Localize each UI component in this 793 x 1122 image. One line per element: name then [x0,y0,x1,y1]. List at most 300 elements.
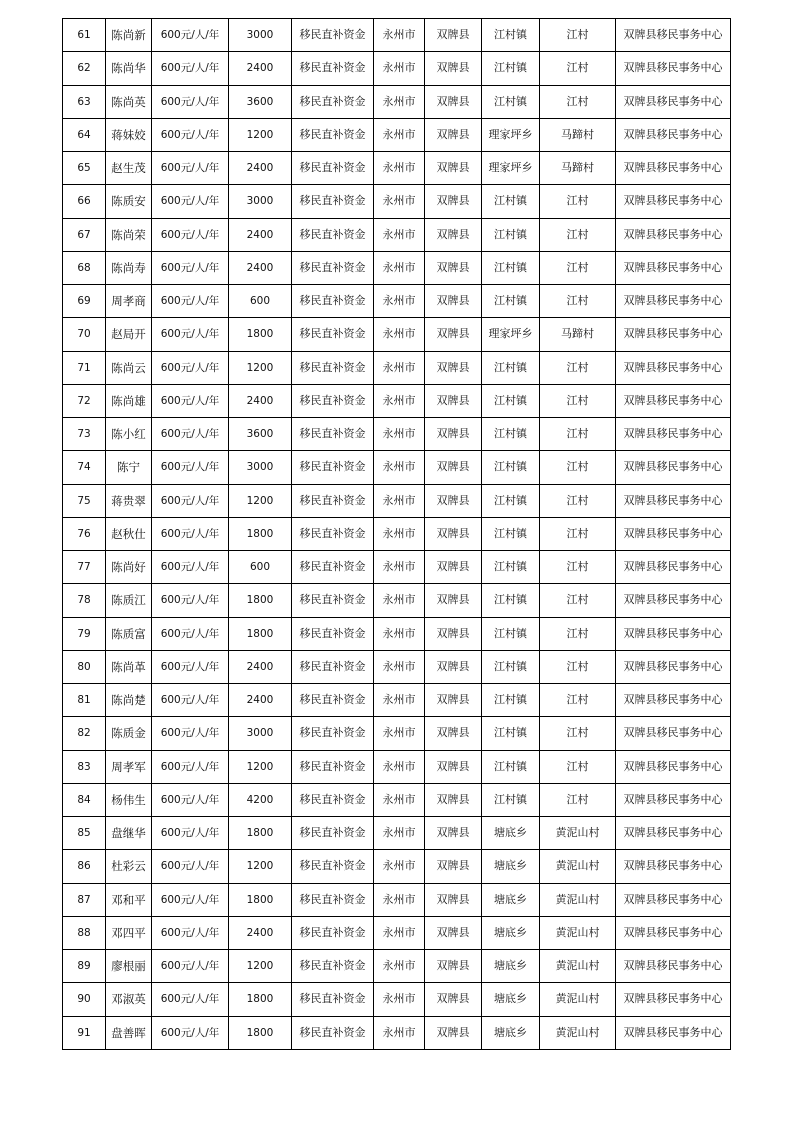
cell-fund-type: 移民直补资金 [292,950,374,983]
cell-amount: 1800 [229,584,292,617]
cell-row-number: 74 [63,451,106,484]
cell-agency: 双牌县移民事务中心 [616,783,731,816]
cell-amount: 4200 [229,783,292,816]
cell-county: 双牌县 [425,517,482,550]
cell-amount: 3000 [229,717,292,750]
cell-county: 双牌县 [425,684,482,717]
cell-amount: 1200 [229,850,292,883]
cell-name: 赵局开 [106,318,152,351]
cell-fund-type: 移民直补资金 [292,551,374,584]
cell-township: 江村镇 [482,684,540,717]
cell-name: 陈尚雄 [106,384,152,417]
cell-city: 永州市 [374,783,425,816]
subsidy-table [62,18,731,1050]
cell-township: 江村镇 [482,19,540,52]
cell-township: 江村镇 [482,783,540,816]
table-row [63,451,731,484]
table-row [63,617,731,650]
cell-agency: 双牌县移民事务中心 [616,451,731,484]
table-row [63,983,731,1016]
cell-township: 塘底乡 [482,817,540,850]
cell-fund-type: 移民直补资金 [292,584,374,617]
cell-county: 双牌县 [425,118,482,151]
cell-amount: 3600 [229,85,292,118]
cell-amount: 2400 [229,384,292,417]
cell-village: 江村 [540,551,616,584]
cell-township: 江村镇 [482,451,540,484]
cell-county: 双牌县 [425,717,482,750]
cell-row-number: 63 [63,85,106,118]
cell-row-number: 89 [63,950,106,983]
cell-agency: 双牌县移民事务中心 [616,584,731,617]
cell-standard: 600元/人/年 [152,817,229,850]
cell-name: 陈质富 [106,617,152,650]
cell-county: 双牌县 [425,551,482,584]
cell-agency: 双牌县移民事务中心 [616,817,731,850]
cell-township: 江村镇 [482,551,540,584]
cell-city: 永州市 [374,251,425,284]
cell-amount: 1800 [229,883,292,916]
cell-fund-type: 移民直补资金 [292,218,374,251]
cell-city: 永州市 [374,85,425,118]
cell-agency: 双牌县移民事务中心 [616,684,731,717]
cell-county: 双牌县 [425,484,482,517]
cell-county: 双牌县 [425,883,482,916]
cell-name: 陈尚华 [106,52,152,85]
table-row [63,218,731,251]
cell-standard: 600元/人/年 [152,950,229,983]
cell-row-number: 79 [63,617,106,650]
cell-amount: 3000 [229,19,292,52]
cell-agency: 双牌县移民事务中心 [616,983,731,1016]
cell-row-number: 84 [63,783,106,816]
cell-row-number: 86 [63,850,106,883]
cell-village: 马蹄村 [540,118,616,151]
cell-name: 邓四平 [106,916,152,949]
cell-township: 江村镇 [482,384,540,417]
cell-standard: 600元/人/年 [152,750,229,783]
cell-agency: 双牌县移民事务中心 [616,717,731,750]
cell-city: 永州市 [374,617,425,650]
cell-row-number: 73 [63,418,106,451]
cell-township: 江村镇 [482,351,540,384]
cell-village: 江村 [540,684,616,717]
cell-name: 陈质江 [106,584,152,617]
cell-row-number: 82 [63,717,106,750]
cell-name: 杨伟生 [106,783,152,816]
cell-standard: 600元/人/年 [152,19,229,52]
table-row [63,517,731,550]
cell-row-number: 80 [63,650,106,683]
table-row [63,285,731,318]
cell-city: 永州市 [374,418,425,451]
cell-standard: 600元/人/年 [152,617,229,650]
cell-village: 江村 [540,650,616,683]
cell-row-number: 90 [63,983,106,1016]
cell-row-number: 67 [63,218,106,251]
cell-township: 理家坪乡 [482,152,540,185]
cell-amount: 1800 [229,817,292,850]
cell-name: 陈尚新 [106,19,152,52]
cell-fund-type: 移民直补资金 [292,684,374,717]
cell-village: 黄泥山村 [540,850,616,883]
table-row [63,783,731,816]
table-body [63,19,731,1050]
cell-name: 陈尚革 [106,650,152,683]
cell-county: 双牌县 [425,650,482,683]
cell-city: 永州市 [374,451,425,484]
cell-amount: 2400 [229,916,292,949]
cell-township: 理家坪乡 [482,118,540,151]
cell-city: 永州市 [374,152,425,185]
cell-fund-type: 移民直补资金 [292,1016,374,1049]
cell-agency: 双牌县移民事务中心 [616,517,731,550]
cell-standard: 600元/人/年 [152,351,229,384]
cell-fund-type: 移民直补资金 [292,52,374,85]
cell-township: 江村镇 [482,285,540,318]
cell-name: 盘继华 [106,817,152,850]
cell-standard: 600元/人/年 [152,883,229,916]
cell-agency: 双牌县移民事务中心 [616,351,731,384]
cell-name: 陈质金 [106,717,152,750]
cell-agency: 双牌县移民事务中心 [616,916,731,949]
cell-township: 江村镇 [482,251,540,284]
cell-county: 双牌县 [425,384,482,417]
table-row [63,185,731,218]
cell-agency: 双牌县移民事务中心 [616,218,731,251]
table-row [63,384,731,417]
cell-city: 永州市 [374,717,425,750]
cell-name: 邓淑英 [106,983,152,1016]
cell-village: 马蹄村 [540,152,616,185]
cell-fund-type: 移民直补资金 [292,85,374,118]
cell-county: 双牌县 [425,218,482,251]
table-row [63,152,731,185]
cell-agency: 双牌县移民事务中心 [616,152,731,185]
cell-county: 双牌县 [425,251,482,284]
cell-standard: 600元/人/年 [152,418,229,451]
cell-amount: 600 [229,285,292,318]
cell-name: 杜彩云 [106,850,152,883]
cell-township: 江村镇 [482,85,540,118]
cell-county: 双牌县 [425,185,482,218]
cell-village: 江村 [540,351,616,384]
cell-agency: 双牌县移民事务中心 [616,484,731,517]
cell-amount: 1200 [229,750,292,783]
cell-township: 江村镇 [482,52,540,85]
cell-agency: 双牌县移民事务中心 [616,650,731,683]
table-row [63,251,731,284]
cell-county: 双牌县 [425,318,482,351]
cell-row-number: 75 [63,484,106,517]
cell-county: 双牌县 [425,916,482,949]
table-row [63,418,731,451]
cell-row-number: 61 [63,19,106,52]
cell-village: 江村 [540,251,616,284]
cell-row-number: 87 [63,883,106,916]
cell-township: 塘底乡 [482,850,540,883]
cell-fund-type: 移民直补资金 [292,717,374,750]
cell-village: 黄泥山村 [540,950,616,983]
cell-city: 永州市 [374,650,425,683]
cell-township: 塘底乡 [482,883,540,916]
cell-village: 江村 [540,185,616,218]
cell-fund-type: 移民直补资金 [292,384,374,417]
cell-row-number: 76 [63,517,106,550]
cell-name: 陈尚寿 [106,251,152,284]
cell-fund-type: 移民直补资金 [292,983,374,1016]
cell-standard: 600元/人/年 [152,916,229,949]
cell-city: 永州市 [374,850,425,883]
cell-agency: 双牌县移民事务中心 [616,883,731,916]
cell-county: 双牌县 [425,617,482,650]
cell-fund-type: 移民直补资金 [292,883,374,916]
cell-agency: 双牌县移民事务中心 [616,1016,731,1049]
cell-city: 永州市 [374,684,425,717]
cell-city: 永州市 [374,916,425,949]
cell-village: 江村 [540,517,616,550]
cell-amount: 1800 [229,617,292,650]
cell-village: 江村 [540,783,616,816]
cell-city: 永州市 [374,384,425,417]
cell-village: 江村 [540,717,616,750]
cell-county: 双牌县 [425,418,482,451]
cell-fund-type: 移民直补资金 [292,351,374,384]
cell-amount: 2400 [229,52,292,85]
cell-agency: 双牌县移民事务中心 [616,617,731,650]
cell-name: 赵生茂 [106,152,152,185]
cell-township: 江村镇 [482,717,540,750]
cell-city: 永州市 [374,983,425,1016]
cell-fund-type: 移民直补资金 [292,750,374,783]
cell-row-number: 81 [63,684,106,717]
cell-city: 永州市 [374,817,425,850]
cell-county: 双牌县 [425,19,482,52]
cell-name: 盘善晖 [106,1016,152,1049]
cell-standard: 600元/人/年 [152,717,229,750]
cell-row-number: 91 [63,1016,106,1049]
cell-standard: 600元/人/年 [152,118,229,151]
cell-township: 江村镇 [482,517,540,550]
cell-agency: 双牌县移民事务中心 [616,750,731,783]
cell-village: 江村 [540,19,616,52]
cell-agency: 双牌县移民事务中心 [616,850,731,883]
cell-village: 黄泥山村 [540,883,616,916]
cell-county: 双牌县 [425,950,482,983]
cell-fund-type: 移民直补资金 [292,850,374,883]
cell-agency: 双牌县移民事务中心 [616,384,731,417]
cell-fund-type: 移民直补资金 [292,19,374,52]
cell-name: 赵秋仕 [106,517,152,550]
cell-city: 永州市 [374,351,425,384]
cell-village: 江村 [540,451,616,484]
cell-agency: 双牌县移民事务中心 [616,318,731,351]
cell-agency: 双牌县移民事务中心 [616,285,731,318]
cell-village: 江村 [540,384,616,417]
cell-village: 黄泥山村 [540,817,616,850]
cell-amount: 2400 [229,684,292,717]
table-row [63,750,731,783]
cell-township: 江村镇 [482,617,540,650]
cell-city: 永州市 [374,584,425,617]
cell-fund-type: 移民直补资金 [292,118,374,151]
cell-township: 江村镇 [482,650,540,683]
cell-name: 陈小红 [106,418,152,451]
cell-township: 塘底乡 [482,950,540,983]
table-row [63,52,731,85]
cell-township: 江村镇 [482,484,540,517]
cell-row-number: 72 [63,384,106,417]
cell-name: 廖根丽 [106,950,152,983]
cell-agency: 双牌县移民事务中心 [616,251,731,284]
cell-amount: 1800 [229,983,292,1016]
cell-fund-type: 移民直补资金 [292,185,374,218]
cell-standard: 600元/人/年 [152,384,229,417]
cell-fund-type: 移民直补资金 [292,251,374,284]
table-row [63,684,731,717]
cell-agency: 双牌县移民事务中心 [616,551,731,584]
table-row [63,85,731,118]
table-row [63,916,731,949]
cell-township: 江村镇 [482,218,540,251]
cell-row-number: 71 [63,351,106,384]
table-row [63,817,731,850]
cell-city: 永州市 [374,883,425,916]
cell-amount: 1200 [229,118,292,151]
cell-county: 双牌县 [425,152,482,185]
cell-name: 陈宁 [106,451,152,484]
cell-village: 江村 [540,584,616,617]
cell-agency: 双牌县移民事务中心 [616,950,731,983]
cell-standard: 600元/人/年 [152,517,229,550]
cell-city: 永州市 [374,318,425,351]
cell-row-number: 85 [63,817,106,850]
cell-county: 双牌县 [425,1016,482,1049]
table-row [63,118,731,151]
cell-row-number: 83 [63,750,106,783]
cell-county: 双牌县 [425,983,482,1016]
cell-county: 双牌县 [425,85,482,118]
cell-village: 黄泥山村 [540,983,616,1016]
cell-name: 邓和平 [106,883,152,916]
cell-township: 塘底乡 [482,916,540,949]
cell-township: 江村镇 [482,418,540,451]
cell-fund-type: 移民直补资金 [292,617,374,650]
cell-agency: 双牌县移民事务中心 [616,118,731,151]
cell-agency: 双牌县移民事务中心 [616,185,731,218]
cell-amount: 1800 [229,1016,292,1049]
cell-county: 双牌县 [425,817,482,850]
cell-standard: 600元/人/年 [152,152,229,185]
cell-city: 永州市 [374,750,425,783]
cell-city: 永州市 [374,52,425,85]
cell-standard: 600元/人/年 [152,783,229,816]
cell-fund-type: 移民直补资金 [292,152,374,185]
cell-amount: 3000 [229,451,292,484]
cell-name: 陈尚好 [106,551,152,584]
cell-standard: 600元/人/年 [152,684,229,717]
cell-row-number: 68 [63,251,106,284]
cell-township: 塘底乡 [482,983,540,1016]
cell-standard: 600元/人/年 [152,218,229,251]
cell-county: 双牌县 [425,285,482,318]
cell-standard: 600元/人/年 [152,318,229,351]
cell-agency: 双牌县移民事务中心 [616,85,731,118]
cell-agency: 双牌县移民事务中心 [616,418,731,451]
cell-city: 永州市 [374,218,425,251]
cell-fund-type: 移民直补资金 [292,451,374,484]
cell-county: 双牌县 [425,850,482,883]
table-row [63,717,731,750]
table-row [63,484,731,517]
cell-village: 江村 [540,617,616,650]
cell-township: 江村镇 [482,750,540,783]
cell-city: 永州市 [374,19,425,52]
table-row [63,850,731,883]
cell-row-number: 66 [63,185,106,218]
cell-village: 江村 [540,218,616,251]
cell-name: 陈尚楚 [106,684,152,717]
cell-city: 永州市 [374,285,425,318]
cell-amount: 3000 [229,185,292,218]
cell-standard: 600元/人/年 [152,285,229,318]
cell-name: 蒋贵翠 [106,484,152,517]
cell-row-number: 70 [63,318,106,351]
cell-village: 马蹄村 [540,318,616,351]
cell-name: 周孝军 [106,750,152,783]
cell-amount: 1200 [229,950,292,983]
cell-standard: 600元/人/年 [152,983,229,1016]
cell-fund-type: 移民直补资金 [292,418,374,451]
cell-amount: 600 [229,551,292,584]
cell-fund-type: 移民直补资金 [292,484,374,517]
cell-fund-type: 移民直补资金 [292,783,374,816]
cell-city: 永州市 [374,517,425,550]
cell-county: 双牌县 [425,52,482,85]
cell-standard: 600元/人/年 [152,1016,229,1049]
cell-amount: 1200 [229,484,292,517]
cell-row-number: 69 [63,285,106,318]
table-row [63,19,731,52]
cell-village: 黄泥山村 [540,1016,616,1049]
cell-standard: 600元/人/年 [152,251,229,284]
cell-county: 双牌县 [425,584,482,617]
cell-standard: 600元/人/年 [152,52,229,85]
table-row [63,551,731,584]
cell-standard: 600元/人/年 [152,850,229,883]
cell-fund-type: 移民直补资金 [292,517,374,550]
table-row [63,883,731,916]
cell-row-number: 78 [63,584,106,617]
table-row [63,1016,731,1049]
cell-standard: 600元/人/年 [152,85,229,118]
cell-village: 江村 [540,484,616,517]
cell-county: 双牌县 [425,351,482,384]
cell-row-number: 88 [63,916,106,949]
cell-amount: 1200 [229,351,292,384]
cell-village: 江村 [540,52,616,85]
cell-township: 塘底乡 [482,1016,540,1049]
cell-standard: 600元/人/年 [152,484,229,517]
cell-township: 理家坪乡 [482,318,540,351]
cell-row-number: 64 [63,118,106,151]
cell-fund-type: 移民直补资金 [292,817,374,850]
cell-county: 双牌县 [425,451,482,484]
cell-name: 周孝商 [106,285,152,318]
cell-village: 江村 [540,285,616,318]
cell-city: 永州市 [374,185,425,218]
cell-village: 黄泥山村 [540,916,616,949]
